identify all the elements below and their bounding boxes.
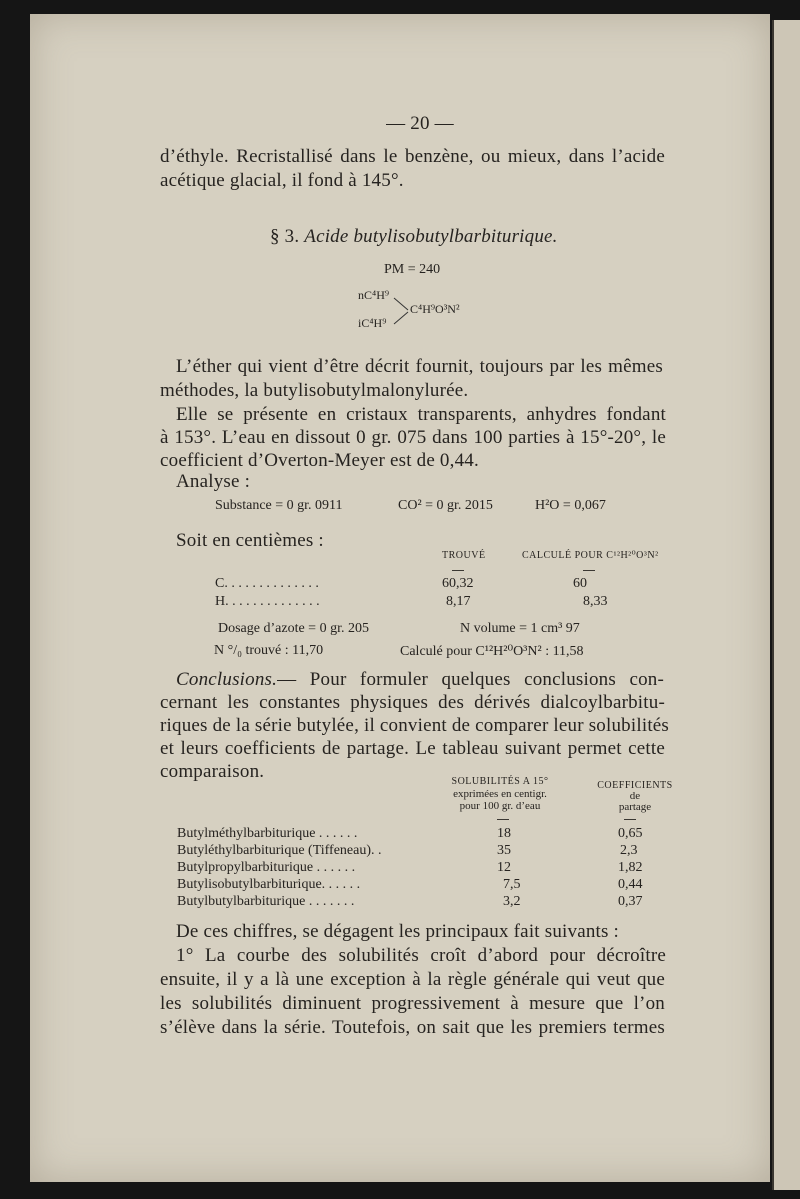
percent-label: Soit en centièmes : (176, 530, 324, 551)
analysis-co2: CO² = 0 gr. 2015 (398, 498, 493, 513)
text-line: 1° La courbe des solubilités croît d’abord pour décroître (176, 945, 666, 966)
header-found: TROUVÉ (442, 550, 486, 561)
percent-row-calc: 60 (573, 576, 587, 591)
header-solubility-sub: exprimées en centigr. (453, 788, 547, 800)
conclusions-label: Conclusions. (176, 669, 278, 690)
text-line: les solubilités diminuent progressivement à mesure que l’on (160, 993, 665, 1014)
column-dash (452, 570, 464, 571)
formula-top-group: nC⁴H⁹ (358, 288, 390, 302)
column-dash (497, 819, 509, 820)
table-row-solubility: 18 (497, 826, 511, 841)
column-dash (624, 819, 636, 820)
text-line: coefficient d’Overton-Meyer est de 0,44. (160, 450, 479, 471)
table-row-coefficient: 0,37 (618, 894, 643, 909)
text-line: riques de la série butylée, il convient de comparer leur solubilités (160, 715, 670, 736)
table-row-name: Butylbutylbarbiturique . . . . . . . (177, 894, 355, 909)
table-row-solubility: 35 (497, 843, 511, 858)
analyse-label: Analyse : (176, 471, 251, 492)
formula-core: C⁴H⁹O³N² (410, 302, 460, 316)
header-coefficients-sub: de (629, 790, 641, 802)
text-line: méthodes, la butylisobutylmalonylurée. (160, 380, 469, 401)
nitrogen-volume: N volume = 1 cm³ 97 (460, 621, 580, 636)
conclusions-first-line (176, 669, 664, 691)
percent-row-found: 8,17 (446, 594, 471, 609)
percent-row-calc: 8,33 (583, 594, 608, 609)
percent-row-found: 60,32 (442, 576, 474, 591)
header-solubility: SOLUBILITÉS A 15° (451, 776, 549, 787)
text-line: et leurs coefficients de partage. Le tableau suivant permet cette (160, 738, 665, 759)
table-row-name: Butylisobutylbarbiturique. . . . . . (177, 877, 361, 892)
percent-row-element: H. . . . . . . . . . . . . . (215, 594, 320, 609)
text-line: L’éther qui vient d’être décrit fournit, toujours par les mêmes (176, 356, 663, 377)
section-title: Acide butylisobutylbarbiturique. (304, 226, 558, 247)
formula-bottom-group: iC⁴H⁹ (358, 316, 387, 330)
text-line: Elle se présente en cristaux transparents, anhydres fondant (176, 404, 666, 425)
adjacent-page-edge (772, 20, 800, 1190)
section-number: § 3. (270, 226, 300, 247)
table-row-name: Butylméthylbarbiturique . . . . . . (177, 826, 358, 841)
table-row-solubility: 3,2 (503, 894, 521, 909)
text-line: — Pour formuler quelques conclusions con- (277, 669, 664, 690)
table-row-coefficient: 0,65 (618, 826, 643, 841)
molecular-weight: PM = 240 (384, 262, 441, 277)
header-coefficients: COEFFICIENTS (597, 780, 673, 791)
nitrogen-dosage: Dosage d’azote = 0 gr. 205 (218, 621, 369, 636)
analysis-substance: Substance = 0 gr. 0911 (215, 498, 343, 513)
percent-row-element: C. . . . . . . . . . . . . . (215, 576, 319, 591)
text-line: comparaison. (160, 761, 265, 782)
nitrogen-calculated: Calculé pour C¹²H²⁰O³N² : 11,58 (400, 644, 584, 659)
table-row-name: Butyléthylbarbiturique (Tiffeneau). . (177, 843, 382, 858)
table-row-name: Butylpropylbarbiturique . . . . . . (177, 860, 356, 875)
text-line: à 153°. L’eau en dissout 0 gr. 075 dans 100 parties à 15°-20°, le (160, 427, 666, 448)
page-number: — 20 — (386, 113, 454, 134)
text-line: cernant les constantes physiques des dérivés dialcoylbarbitu- (160, 692, 665, 713)
table-row-solubility: 7,5 (503, 877, 521, 892)
nitrogen-found: N °/₀ trouvé : 11,70 (214, 643, 324, 658)
text-line: ensuite, il y a là une exception à la règle générale qui veut que (160, 969, 665, 990)
table-row-coefficient: 1,82 (618, 860, 643, 875)
header-solubility-sub: pour 100 gr. d’eau (459, 800, 541, 812)
header-calculated: CALCULÉ POUR C¹²H²⁰O³N² (522, 550, 659, 561)
analysis-h2o: H²O = 0,067 (535, 498, 606, 513)
column-dash (583, 570, 595, 571)
header-coefficients-sub: partage (618, 801, 652, 813)
text-line: De ces chiffres, se dégagent les principaux fait suivants : (176, 921, 620, 942)
text-line: acétique glacial, il fond à 145°. (160, 170, 404, 191)
text-line: s’élève dans la série. Toutefois, on sait que les premiers termes (160, 1017, 665, 1038)
section-heading (270, 226, 558, 248)
table-row-solubility: 12 (497, 860, 511, 875)
table-row-coefficient: 2,3 (620, 843, 638, 858)
table-row-coefficient: 0,44 (618, 877, 643, 892)
text-line: d’éthyle. Recristallisé dans le benzène, ou mieux, dans l’acide (160, 146, 665, 167)
